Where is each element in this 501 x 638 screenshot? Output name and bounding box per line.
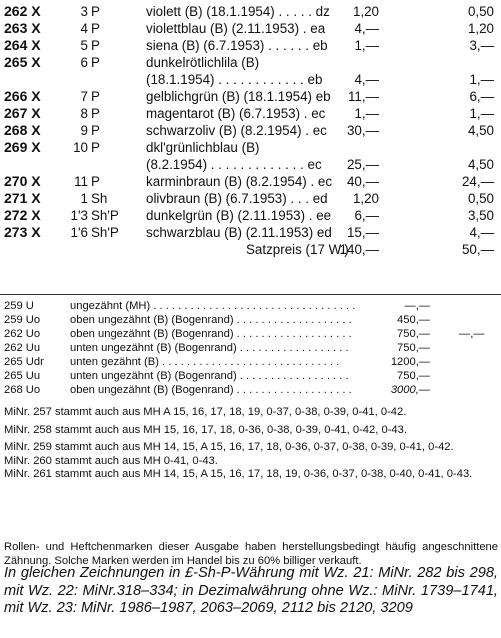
variety-price: 750,— — [397, 342, 430, 354]
issue-date: (8.2.1954) . . . . . . . . . . . . . ec — [146, 157, 322, 172]
face-value: 1'6 — [70, 225, 88, 240]
variety-number: 262 Uo — [4, 328, 41, 340]
stamp-row — [0, 224, 501, 241]
currency-unit: P — [91, 38, 100, 53]
stamp-row-continuation — [0, 156, 501, 173]
catalog-number: 267 X — [4, 105, 41, 121]
note-paragraph: MiNr. 260 stammt auch aus MH 0-41, 0-43. — [4, 454, 218, 467]
stamp-row-continuation — [0, 71, 501, 88]
face-value: 11 — [74, 174, 88, 189]
divider — [0, 294, 501, 295]
stamp-row — [0, 88, 501, 105]
price-mint: 30,— — [346, 123, 379, 138]
catalog-number: 270 X — [4, 173, 41, 189]
color-description: karminbraun (B) (8.2.1954) . ec — [146, 174, 333, 189]
stamp-row — [0, 37, 501, 54]
issue-date: (18.1.1954) . . . . . . . . . . . . eb — [146, 72, 323, 87]
face-value: 8 — [80, 106, 88, 121]
catalog-number: 273 X — [4, 224, 41, 240]
currency-unit: P — [91, 55, 100, 70]
stamp-row — [0, 190, 501, 207]
variety-row — [0, 341, 501, 355]
variety-number: 265 Udr — [4, 356, 44, 368]
catalog-number: 265 X — [4, 54, 41, 70]
currency-unit: P — [91, 21, 100, 36]
stamp-row — [0, 207, 501, 224]
currency-unit: Sh — [91, 191, 108, 206]
face-value: 7 — [80, 89, 88, 104]
variety-row — [0, 327, 501, 341]
catalog-number: 268 X — [4, 122, 41, 138]
variety-description: unten ungezähnt (B) (Bogenrand) . . . . . . . . . . . . . . . . . . — [70, 370, 349, 382]
face-value: 1 — [80, 191, 88, 206]
face-value: 1'3 — [70, 208, 88, 223]
note-paragraph: MiNr. 257 stammt auch aus MH A 15, 16, 17, 18, 19, 0-37, 0-38, 0-39, 0-41, 0-42. — [4, 406, 407, 418]
variety-price: 750,— — [397, 370, 430, 382]
price-mint: 1,— — [354, 38, 379, 53]
currency-unit: P — [91, 4, 100, 19]
price-mint: 4,— — [354, 72, 379, 87]
booklet-notes — [4, 406, 498, 486]
stamp-row — [0, 3, 501, 20]
stamp-row — [0, 122, 501, 139]
catalog-number: 266 X — [4, 88, 41, 104]
variety-row — [0, 355, 501, 369]
perforation-note: Rollen- und Heftchenmarken dieser Ausgabe haben herstellungsbedingt häufig angeschnittene Zähnung. Solche Marken werden im Handel bis zu 60% billiger verkauft. — [4, 541, 498, 567]
variety-description: ungezähnt (MH) . . . . . . . . . . . . . . . . . . . . . . . . . . . . . . . . . — [70, 300, 356, 312]
catalog-number: 262 X — [4, 3, 41, 19]
face-value: 3 — [80, 4, 88, 19]
price-mint: 11,— — [347, 89, 379, 104]
catalog-number: 264 X — [4, 37, 41, 53]
variety-description: unten ungezähnt (B) (Bogenrand) . . . . . . . . . . . . . . . . . . — [70, 342, 349, 354]
color-description: violett (B) (18.1.1954) . . . . . dz — [146, 4, 330, 19]
price-used: 1,— — [469, 106, 494, 121]
price-used: 1,20 — [467, 21, 494, 36]
color-description: dunkelgrün (B) (2.11.1953) . ee — [146, 208, 332, 223]
variety-number: 265 Uu — [4, 370, 41, 382]
variety-number: 259 Uo — [4, 314, 41, 326]
variety-description: unten gezähnt (B) . . . . . . . . . . . . . . . . . . . . . . . . . . . . . — [70, 356, 340, 368]
variety-row — [0, 369, 501, 383]
price-mint: 25,— — [346, 157, 379, 172]
price-mint: 4,— — [354, 21, 379, 36]
stamp-row — [0, 173, 501, 190]
price-mint: 1,— — [354, 106, 379, 121]
set-price-mint: 140,— — [339, 242, 379, 257]
set-price-label: Satzpreis (17 W.) — [246, 242, 349, 257]
color-description: schwarzblau (B) (2.11.1953) ed — [146, 225, 332, 240]
color-description: violettblau (B) (2.11.1953) . ea — [146, 21, 326, 36]
price-used: 24,— — [461, 174, 494, 189]
face-value: 5 — [80, 38, 88, 53]
variety-price: 450,— — [397, 314, 430, 326]
color-description: magentarot (B) (6.7.1953) . ec — [146, 106, 326, 121]
set-price-row — [0, 241, 501, 258]
currency-unit: P — [91, 106, 100, 121]
variety-number: 262 Uu — [4, 342, 41, 354]
variety-price: 3000,— — [390, 384, 430, 396]
face-value: 9 — [80, 123, 88, 138]
price-mint: 6,— — [354, 208, 379, 223]
variety-row — [0, 383, 501, 397]
variety-row — [0, 299, 501, 313]
color-description: dkl'grünlichblau (B) — [146, 140, 260, 155]
related-issues-note: In gleichen Zeichnungen in £-Sh-P-Währung mit Wz. 21: MiNr. 282 bis 298, mit Wz. 22: MiNr.318–334; in Dezimalwährung ohne Wz.: MiNr. 1739–1741, mit Wz. 23: MiNr. 1986–1987, 2063–2069, 2112 bis 2120, 3209 — [4, 565, 498, 616]
price-used: 0,50 — [467, 4, 494, 19]
variety-price: 750,— — [397, 328, 430, 340]
color-description: dunkelrötlichlila (B) — [146, 55, 260, 70]
color-description: siena (B) (6.7.1953) . . . . . . eb — [146, 38, 328, 53]
set-price-used: 50,— — [461, 242, 494, 257]
variety-price-used: —,— — [459, 328, 485, 340]
variety-number: 259 U — [4, 300, 34, 312]
color-description: schwarzoliv (B) (8.2.1954) . ec — [146, 123, 327, 138]
color-description: gelblichgrün (B) (18.1.1954) eb — [146, 89, 331, 104]
face-value: 10 — [73, 140, 88, 155]
variety-price: 1200,— — [390, 356, 430, 368]
currency-unit: P — [91, 89, 100, 104]
price-mint: 15,— — [346, 225, 379, 240]
note-paragraph: MiNr. 259 stammt auch aus MH 14, 15, A 15, 16, 17, 18, 0-36, 0-37, 0-38, 0-39, 0-41, 0-42. — [4, 441, 454, 453]
price-used: 1,— — [469, 72, 494, 87]
currency-unit: P — [91, 174, 100, 189]
price-used: 6,— — [469, 89, 494, 104]
catalog-number: 271 X — [4, 190, 41, 206]
stamp-row — [0, 105, 501, 122]
stamp-row — [0, 139, 501, 156]
color-description: olivbraun (B) (6.7.1953) . . . ed — [146, 191, 328, 206]
catalog-number: 272 X — [4, 207, 41, 223]
stamp-row — [0, 54, 501, 71]
price-mint: 40,— — [346, 174, 379, 189]
note-paragraph: MiNr. 258 stammt auch aus MH 15, 16, 17, 18, 0-36, 0-38, 0-39, 0-41, 0-42, 0-43. — [4, 423, 407, 436]
price-mint: 1,20 — [352, 4, 379, 19]
price-mint: 1,20 — [352, 191, 379, 206]
variety-description: oben ungezähnt (B) (Bogenrand) . . . . . . . . . . . . . . . . . . . — [70, 314, 352, 326]
price-used: 4,— — [469, 225, 494, 240]
stamp-row — [0, 20, 501, 37]
catalog-number: 263 X — [4, 20, 41, 36]
currency-unit: P — [91, 140, 100, 155]
variety-description: oben ungezähnt (B) (Bogenrand) . . . . . . . . . . . . . . . . . . . — [70, 328, 352, 340]
variety-description: oben ungezähnt (B) (Bogenrand) . . . . . . . . . . . . . . . . . . . — [70, 384, 352, 396]
variety-price: —,— — [404, 300, 430, 312]
price-used: 4,50 — [467, 157, 494, 172]
currency-unit: Sh'P — [91, 225, 119, 240]
catalog-number: 269 X — [4, 139, 41, 155]
currency-unit: Sh'P — [91, 208, 119, 223]
price-used: 3,— — [469, 38, 494, 53]
price-used: 4,50 — [467, 123, 494, 138]
variety-row — [0, 313, 501, 327]
price-used: 0,50 — [467, 191, 494, 206]
variety-number: 268 Uo — [4, 384, 41, 396]
price-used: 3,50 — [467, 208, 494, 223]
note-paragraph: MiNr. 261 stammt auch aus MH 14, 15, A 15, 16, 17, 18, 19, 0-36, 0-37, 0-38, 0-40, 0-41, 0-43. — [4, 468, 473, 480]
face-value: 4 — [80, 21, 88, 36]
currency-unit: P — [91, 123, 100, 138]
face-value: 6 — [80, 55, 88, 70]
